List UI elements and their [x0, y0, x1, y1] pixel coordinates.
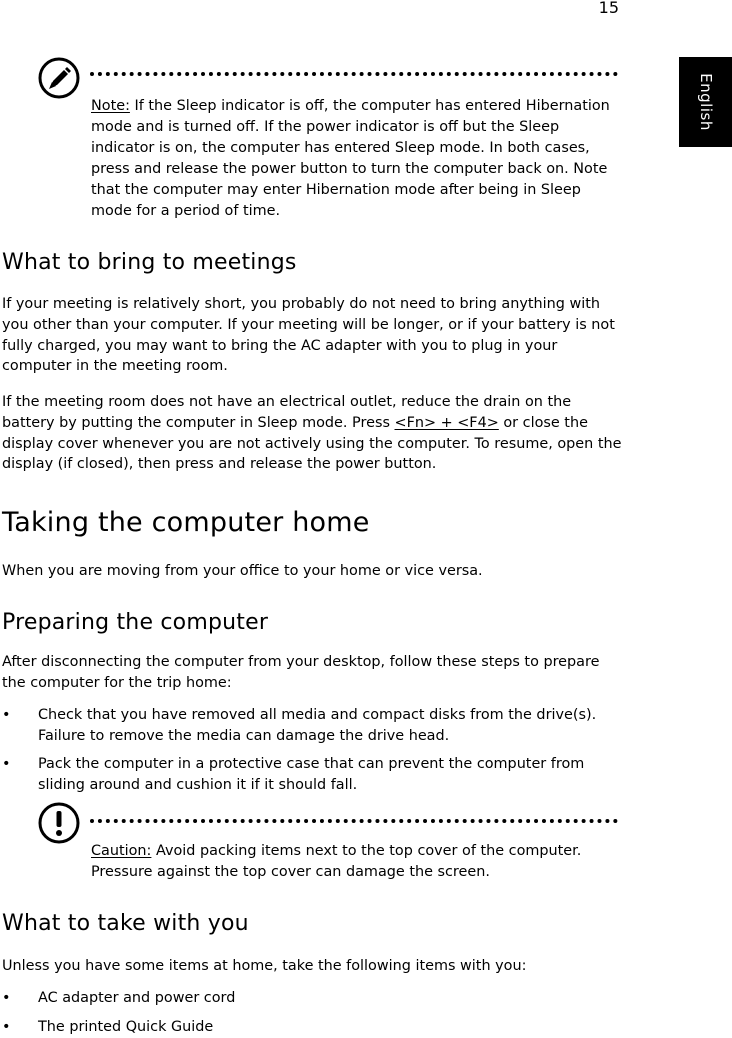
meetings-paragraph-2 — [2, 392, 622, 475]
list-item — [2, 754, 622, 796]
bullet-glyph: • — [2, 990, 11, 1006]
home-intro: When you are moving from your office to your home or vice versa. — [2, 563, 483, 579]
bullet-glyph: • — [2, 707, 11, 723]
heading-taking-home: Taking the computer home — [2, 507, 370, 538]
list-item — [2, 1017, 622, 1038]
list-item-text: Check that you have removed all media and compact disks from the drive(s). Failure to remove the media can damage the drive head. — [38, 707, 597, 744]
note-divider — [90, 72, 618, 76]
list-item-text: Pack the computer in a protective case that can prevent the computer from sliding around and cushion it if it should fall. — [38, 756, 585, 793]
heading-preparing: Preparing the computer — [2, 610, 269, 635]
note-label: Note: — [91, 98, 130, 114]
bullet-glyph: • — [2, 1019, 11, 1035]
bullet-glyph: • — [2, 756, 11, 772]
caution-label: Caution: — [91, 843, 152, 859]
caution-divider — [90, 819, 618, 823]
take-intro: Unless you have some items at home, take the following items with you: — [2, 958, 527, 974]
list-item — [2, 988, 622, 1009]
note-text: If the Sleep indicator is off, the computer has entered Hibernation mode and is turned off. If the power indicator is off but the Sleep indicator is on, the computer has entered Sleep mode. In both cases, press and release the power button to turn the computer back on. Note that the computer may enter Hibernation mode after being in Sleep mode for a period of time. — [91, 98, 610, 219]
caution-text: Avoid packing items next to the top cover of the computer. Pressure against the top cover can damage the screen. — [91, 843, 582, 880]
note-pencil-icon — [38, 57, 80, 99]
language-tab — [679, 57, 732, 147]
page-number: 15 — [598, 0, 619, 17]
heading-meetings: What to bring to meetings — [2, 250, 297, 275]
list-item — [2, 705, 622, 747]
language-tab-label: English — [696, 73, 715, 131]
meetings-paragraph-1: If your meeting is relatively short, you probably do not need to bring anything with you other than your computer. If your meeting will be longer, or if your battery is not fully charged, you may want to bring the AC adapter with you to plug in your computer in the meeting room. — [2, 296, 615, 375]
list-item-text: The printed Quick Guide — [38, 1019, 214, 1035]
preparing-intro: After disconnecting the computer from your desktop, follow these steps to prepare the computer for the trip home: — [2, 654, 600, 691]
caution-callout — [91, 841, 621, 883]
caution-exclamation-icon — [38, 802, 80, 844]
heading-take-with-you: What to take with you — [2, 911, 249, 936]
list-item-text: AC adapter and power cord — [38, 990, 236, 1006]
fn-f4-key: <Fn> + <F4> — [394, 414, 499, 431]
note-callout — [91, 96, 621, 222]
meetings-p2-after: or close the display cover whenever you are not actively using the computer. To resume, open the display (if closed), then press and release the power button. — [2, 414, 622, 473]
meetings-p2-before: If the meeting room does not have an electrical outlet, reduce the drain on the battery by putting the computer in Sleep mode. Press — [2, 394, 572, 431]
